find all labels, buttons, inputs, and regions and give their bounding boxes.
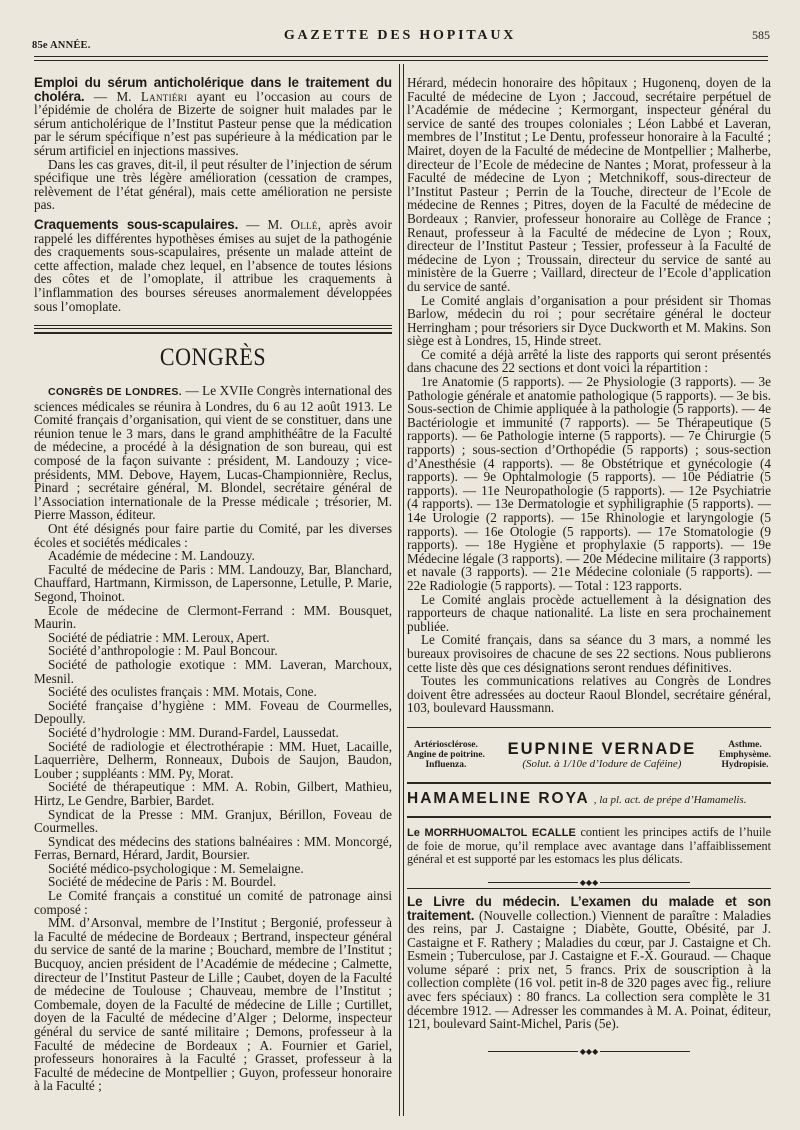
journal-title: GAZETTE DES HOPITAUX: [283, 28, 517, 43]
report-list: 1re Anatomie (5 rapports). — 2e Physiologie (3 rapports). — 3e Pathologie générale et anatomie pathologique (5 rapports). — 3e bis. Sous-section de Chimie appliquée à la pathologie (5 rapports). — 4e Bactériologie et immunité (7 rapports). — 5e Thérapeutique (5 rapports). — 6e Pathologie interne (5 rapports). — 7e Chirurgie (5 rapports) ; sous-section d’Orthopédie (5 rapports) ; sous-section d’Anesthésie (4 rapports). — 8e Obstétrique et gynécologie (4 rapports). — 9e Ophtalmologie (5 rapports). — 10e Pédiatrie (5 rapports). — 11e Neuropathologie (5 rapports). — 12e Psychiatrie (4 rapports). — 13e Dermatologie et syphiligraphie (5 rapports). — 14e Urologie (2 rapports). — 15e Rhinologie et laryngologie (5 rapports). — 16e Otologie (5 rapports). — 17e Stomatologie (9 rapports). — 18e Hygiène et prophylaxie (5 rapports). — 19e Médecine légale (3 rapports). — 20e Médecine militaire (3 rapports) et navale (3 rapports). — 21e Médecine coloniale (5 rapports). — 22e Radiologie (5 rapports). — Total : 123 rapports.: [407, 374, 771, 593]
paragraph: Le Comité anglais procède actuellement à la désignation des rapporteurs de chaque nationalité. La liste en sera prochainement publiée.: [407, 591, 771, 634]
list-item: Société de thérapeutique : MM. A. Robin, Gilbert, Mathieu, Hirtz, Le Gendre, Barbier, Bardet.: [34, 779, 392, 808]
paragraph: Toutes les communications relatives au Congrès de Londres doivent être adressées au docteur Raoul Blondel, secrétaire général, 103, boulevard Haussmann.: [407, 673, 771, 716]
ad-product-name: EUPNINE VERNADE: [507, 739, 697, 758]
paragraph: Ont été désignés pour faire partie du Comité, par les diverses écoles et sociétés médicales :: [34, 521, 392, 550]
ad-product-name: Le MORRHUOMALTOL ECALLE: [407, 826, 576, 839]
list-item: Académie de médecine : M. Landouzy.: [48, 548, 255, 564]
ornament-divider: ◆◆◆: [407, 872, 771, 878]
ad-product: [508, 740, 697, 770]
list-item: Société des oculistes français : MM. Motais, Cone.: [48, 684, 317, 700]
ad-hamameline: [407, 786, 771, 810]
ad-product-name: HAMAMELINE ROYA: [407, 789, 590, 807]
congress-paragraph: CONGRÈS DE LONDRES. — Le XVIIe Congrès international des sciences médicales se réunira à Londres, du 6 au 12 août 1913. Le Comité français d’organisation, qui vient de se constituer, dans une réunion tenue le 3 mars, dans le grand amphithéâtre de la Faculté de médecine, a procédé à la désignation de son bureau, qui est composé de la façon suivante : président, M. Landouzy ; vice-présidents, MM. Debove, Hayem, Lucas-Championnière, Reclus, Pinard ; secrétaire général, M. Blondel, secrétaire général de l’Association internationale de la Presse médicale ; trésorier, M. Pierre Masson, éditeur.: [34, 383, 392, 523]
section-title: CONGRÈS: [159, 342, 267, 371]
list-item: Société de radiologie et électrothérapie : MM. Huet, Lacaille, Laquerrière, Delherm, Ronneaux, Dubois de Saujon, Baudon, Louber ; suppléants : MM. Py, Morat.: [34, 738, 392, 781]
ornament-divider: ◆◆◆: [407, 1041, 771, 1047]
column-divider: [399, 64, 404, 1116]
ad-product-desc: , la pl. act. de prépe d’Hamamelis.: [593, 793, 747, 806]
article-cholera: Emploi du sérum anticholérique dans le traitement du choléra. — M. Lantiéri ayant eu l’occasion au cours de l’épidémie de choléra de Bizerte de soigner huit malades par le sérum anticholérique de l’Institut Pasteur pense que la médication par le sérum spécifique n’est pas supérieure à la médication par le sérum artificiel en injections massives.: [34, 76, 392, 158]
list-item: Société française d’hygiène : MM. Foveau de Courmelles, Depoully.: [34, 697, 392, 727]
paragraph: Dans les cas graves, dit-il, il peut résulter de l’injection de sérum spécifique une très légère amélioration (cessation de crampes, relèvement de l’état général), mais cette amélioration ne persiste pas.: [34, 156, 392, 213]
paragraph: Le Comité français, dans sa séance du 3 mars, a nommé les bureaux provisoires de chacune de ses 22 sections. Nous publierons cette liste dès que ces désignations seront rendues définitives.: [407, 632, 771, 675]
list-item: Société médico-psychologique : M. Semelaigne.: [48, 860, 304, 876]
book-title: Le Livre du médecin. L’examen du malade et son traitement.: [407, 893, 771, 923]
list-item: Société d’anthropologie : M. Paul Boncour.: [48, 643, 278, 659]
list-item: Syndicat de la Presse : MM. Granjux, Bérillon, Foveau de Courmelles.: [34, 806, 392, 836]
paragraph: MM. d’Arsonval, membre de l’Institut ; Bergonié, professeur à la Faculté de médecine de Bordeaux ; Bertrand, inspecteur général du service de santé de la marine ; Bouchard, membre de l’Institut ; Bucquoy, ancien président de l’Académie de médecine ; Calmette, directeur de l’Institut Pasteur de Lille ; Caubet, doyen de la Faculté de médecine de Toulouse ; Chauveau, membre de l’Institut ; Combemale, doyen de la Faculté de médecine de Lille ; Curtillet, doyen de la Faculté de médecine d’Alger ; Delorme, inspecteur général du service de santé militaire ; Demons, professeur à la Faculté de médecine de Bordeaux ; A. Fournier et Gariel, professeurs honoraires à la Faculté ; Grasset, professeur à la Faculté de médecine de Montpellier ; Guyon, professeur honoraire à la Faculté ;: [34, 915, 392, 1094]
book-notice: Le Livre du médecin. L’examen du malade et son traitement. (Nouvelle collection.) Viennent de paraître : Maladies des reins, par J. Castaigne ; Diabète, Goutte, Obésité, par J. Castaigne et F. Rathery ; Maladies du cœur, par J. Castaigne et Ch. Esmein ; Tuberculose, par J. Castaigne et F.-X. Gouraud. — Chaque volume séparé : prix net, 5 francs. Prix de souscription à la collection complète (16 vol. petit in-8 de 320 pages avec fig., reliure avec fers spéciaux) : 80 francs. La collection sera complète le 31 décembre 1912. — Adresser les commandes à M. A. Poinat, éditeur, 121, boulevard Saint-Michel, Paris (5e).: [407, 893, 771, 1032]
list-item: Société d’hydrologie : MM. Durand-Fardel, Laussedat.: [48, 724, 339, 740]
ad-indications-left: Artériosclérose. Angine de poitrine. Influenza.: [407, 739, 485, 770]
article-craquements: Craquements sous-scapulaires. — M. Ollé, après avoir rappelé les différentes hypothèses émises au sujet de la pathogénie des craquements sous-scapulaires, présente un malade atteint de cette affection, malade chez lequel, en l’absence de toutes lésions des côtes et de l’omoplate, il attribue les craquements à l’inflammation des bourses séreuses anormalement développées sous l’omoplate.: [34, 216, 392, 314]
paragraph: Hérard, médecin honoraire des hôpitaux ; Hugonenq, doyen de la Faculté de médecine de Lyon ; Jaccoud, secrétaire perpétuel de l’Académie de médecine ; Kermorgant, inspecteur général du service de santé des troupes coloniales ; Léon Labbé et Laveran, membres de l’Institut ; Le Dentu, professeur honoraire à la Faculté ; Mairet, doyen de la Faculté de médecine de Montpellier ; Malherbe, directeur de l’Ecole de médecine de Nantes ; Morat, professeur à la Faculté de médecine de Lyon ; Metchnikoff, sous-directeur de l’Institut Pasteur ; Perrin de la Touche, directeur de l’Ecole de médecine de Rennes ; Pitres, doyen de la Faculté de médecine de Bordeaux ; Ranvier, professeur honoraire au Collège de France ; Renaut, professeur à la Faculté de médecine de Lyon ; Roux, directeur de l’Institut Pasteur ; Tessier, professeur à la Faculté de médecine de Lyon ; Troussain, directeur du service de santé au ministère de la Guerre ; Vaillard, directeur de l’Ecole d’application du service de santé.: [407, 76, 771, 294]
right-column: [407, 76, 771, 1116]
page-number: 585: [752, 28, 770, 42]
ad-morrhuomaltol: Le MORRHUOMALTOL ECALLE contient les principes actifs de l’huile de foie de morue, qu’il remplace avec avantage dans l’affaiblissement général et est supporté par les estomacs les plus délicats.: [407, 824, 771, 866]
ad-eupnine: [407, 734, 771, 776]
paragraph: Le Comité anglais d’organisation a pour président sir Thomas Barlow, médecin du roi ; pour secrétaire général le docteur Herringham ; pour trésoriers sir Dyce Duckworth et M. Makins. Son siège est à Londres, 15, Hinde street.: [407, 292, 771, 349]
list-item: Société de pédiatrie : MM. Leroux, Apert.: [48, 629, 270, 645]
paragraph: Le Comité français a constitué un comité de patronage ainsi composé :: [34, 888, 392, 917]
section-rule: [34, 325, 392, 334]
ad-rule: [407, 888, 771, 889]
author-name: Ollé: [290, 216, 318, 232]
inline-heading: CONGRÈS DE LONDRES.: [48, 386, 182, 399]
list-item: Société de médecine de Paris : M. Bourdel.: [48, 874, 277, 890]
list-item: Faculté de médecine de Paris : MM. Landouzy, Bar, Blanchard, Chauffard, Hartmann, Kirmisson, de Lapersonne, Letulle, P. Marie, Segond, Thoinot.: [34, 561, 392, 604]
paragraph: Ce comité a déjà arrêté la liste des rapports qui seront présentés dans chacune des 22 sections et dont voici la répartition :: [407, 346, 771, 376]
ad-product-formula: (Solut. à 1/10e d’Iodure de Caféine): [522, 757, 682, 770]
article-title: Craquements sous-scapulaires.: [34, 216, 239, 232]
page-header: [30, 20, 770, 51]
list-item: Syndicat des médecins des stations balnéaires : MM. Moncorgé, Ferras, Bernard, Hérard, Jardit, Boursier.: [34, 833, 392, 863]
year-label: 85e ANNÉE.: [32, 40, 91, 51]
header-rule: [34, 56, 768, 61]
ad-rule: [407, 782, 771, 784]
list-item: Société de pathologie exotique : MM. Laveran, Marchoux, Mesnil.: [34, 656, 392, 686]
ad-rule: [407, 816, 771, 818]
article-title: Emploi du sérum anticholérique dans le traitement du choléra.: [34, 76, 392, 104]
left-column: [34, 76, 392, 1116]
ad-rule: [407, 727, 771, 728]
list-item: Ecole de médecine de Clermont-Ferrand : MM. Bousquet, Maurin.: [34, 602, 392, 632]
ad-indications-right: Asthme. Emphysème. Hydropisie.: [718, 739, 771, 770]
author-name: Lantiéri: [140, 88, 188, 104]
